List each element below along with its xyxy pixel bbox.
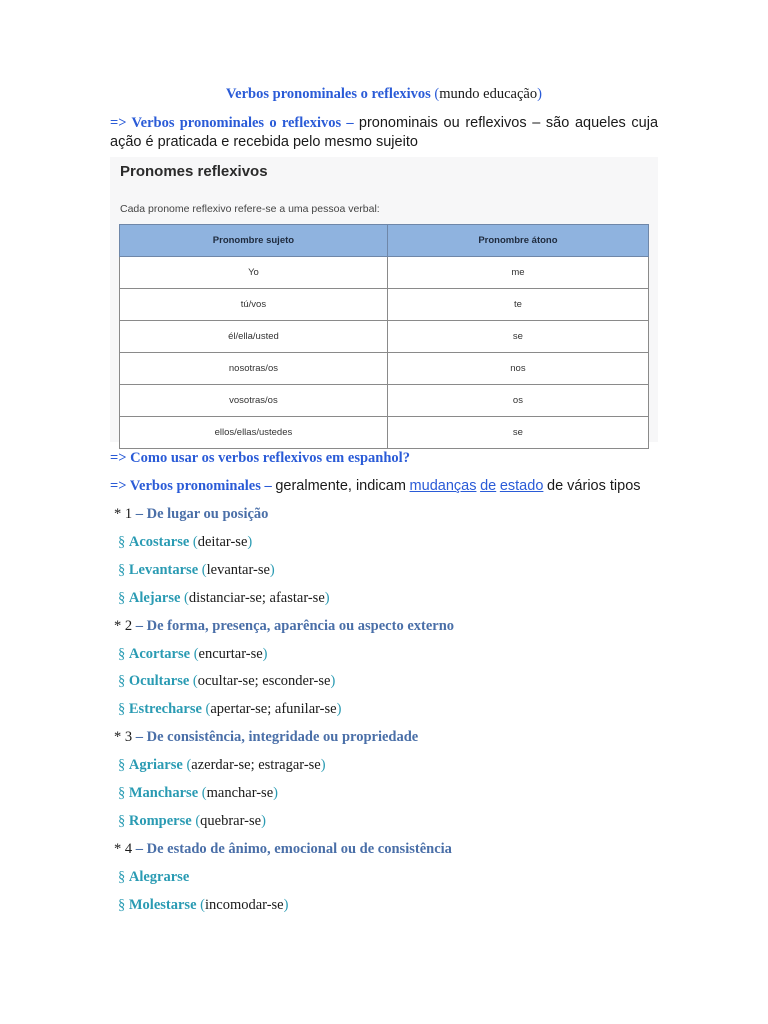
column-header: Pronombre átono: [387, 225, 648, 257]
table-row: [120, 385, 649, 417]
list-item: [118, 869, 189, 886]
list-item: § Alejarse (distanciar-se; afastar-se): [118, 589, 330, 606]
table-row: [120, 353, 649, 385]
link-mudancas[interactable]: mudanças: [409, 478, 477, 494]
table-header-row: [120, 225, 649, 257]
section-sign: §: [118, 589, 129, 606]
intro-paragraph: [110, 114, 658, 152]
image-subtitle: Cada pronome reflexivo refere-se a uma pessoa verbal:: [120, 203, 380, 215]
table-row: [120, 321, 649, 353]
verb-meaning: incomodar-se: [204, 896, 284, 913]
verb-meaning: azerdar-se; estragar-se: [191, 757, 321, 774]
section-heading: [114, 729, 418, 746]
verb-meaning: quebrar-se: [200, 812, 262, 829]
section-sign: §: [118, 757, 129, 774]
section-sign: §: [118, 785, 129, 801]
list-item: § Molestarse (incomodar-se): [118, 896, 289, 913]
verb: Acortarse: [128, 645, 191, 662]
table-cell: vosotras/os: [120, 385, 388, 417]
pronouns-table: [119, 224, 649, 449]
verb-meaning: distanciar-se; afastar-se: [188, 589, 325, 606]
section-sign: §: [118, 868, 129, 885]
section-title: – De lugar ou posição: [135, 506, 269, 522]
section-marker: * 2: [114, 617, 136, 634]
reflexive-pronouns-image: [110, 157, 658, 442]
verb-meaning: deitar-se: [197, 533, 248, 550]
table-cell: Yo: [120, 257, 388, 289]
section-marker: * 3: [114, 729, 136, 746]
section-marker: * 1: [114, 506, 136, 522]
section-sign: §: [118, 812, 129, 829]
section-sign: §: [118, 561, 129, 578]
verb: Alejarse: [128, 589, 181, 606]
link-de[interactable]: de: [480, 478, 497, 494]
section-title: – De consistência, integridade ou propriedade: [135, 729, 419, 746]
verb-meaning: ocultar-se; esconder-se: [197, 673, 331, 690]
verb: Molestarse: [128, 896, 197, 913]
table-cell: tú/vos: [120, 289, 388, 321]
list-item: § Ocultarse (ocultar-se; esconder-se): [118, 673, 336, 690]
verb-meaning: levantar-se: [206, 561, 270, 578]
page-title: [0, 86, 768, 103]
table-row: [120, 257, 649, 289]
section-sign: §: [118, 896, 129, 913]
table-cell: nos: [387, 353, 648, 385]
verb-meaning: encurtar-se: [198, 645, 263, 662]
section-sign: §: [118, 673, 129, 690]
list-item: § Acostarse (deitar-se): [118, 533, 253, 550]
verb: Ocultarse: [128, 673, 190, 690]
table-row: [120, 417, 649, 449]
table-row: [120, 289, 649, 321]
section-sign: §: [118, 701, 129, 718]
table-cell: os: [387, 385, 648, 417]
verb: Alegrarse: [128, 868, 190, 885]
table-cell: él/ella/usted: [120, 321, 388, 353]
section-marker: * 4: [114, 840, 136, 857]
table-cell: se: [387, 321, 648, 353]
intro-term: => Verbos pronominales o reflexivos –: [110, 115, 354, 131]
table-cell: ellos/ellas/ustedes: [120, 417, 388, 449]
verb: Mancharse: [128, 785, 199, 801]
list-item: § Romperse (quebrar-se): [118, 812, 266, 829]
how-to-heading: => Como usar os verbos reflexivos em espanhol?: [110, 450, 410, 466]
section-heading: [114, 841, 452, 858]
table-cell: se: [387, 417, 648, 449]
list-item: § Levantarse (levantar-se): [118, 561, 275, 578]
verb: Acostarse: [128, 533, 190, 550]
section-heading: [114, 506, 268, 523]
verb: Levantarse: [128, 561, 199, 578]
table-cell: te: [387, 289, 648, 321]
verb: Romperse: [128, 812, 192, 829]
table-cell: me: [387, 257, 648, 289]
image-heading: Pronomes reflexivos: [120, 163, 268, 180]
table-cell: nosotras/os: [120, 353, 388, 385]
section-title: – De estado de ânimo, emocional ou de consistência: [135, 840, 452, 857]
list-item: § Estrecharse (apertar-se; afunilar-se): [118, 701, 342, 718]
verb-meaning: apertar-se; afunilar-se: [210, 701, 337, 718]
section-heading: [114, 618, 454, 635]
pronominales-text-before: geralmente, indicam: [275, 478, 406, 494]
title-source: (mundo educação): [434, 86, 542, 102]
verb-meaning: manchar-se: [206, 785, 274, 801]
verb: Estrecharse: [128, 701, 202, 718]
section-title: – De forma, presença, aparência ou aspecto externo: [135, 617, 455, 634]
list-item: § Mancharse (manchar-se): [118, 785, 278, 801]
list-item: § Acortarse (encurtar-se): [118, 645, 268, 662]
intro-text: pronominais ou reflexivos – são aqueles cuja ação é praticada e recebida pelo mesmo sujeito: [110, 115, 659, 150]
title-main: Verbos pronominales o reflexivos: [226, 86, 431, 102]
list-item: § Agriarse (azerdar-se; estragar-se): [118, 757, 326, 774]
column-header: Pronombre sujeto: [120, 225, 388, 257]
pronominales-text-after: de vários tipos: [547, 478, 641, 494]
verb: Agriarse: [128, 757, 183, 774]
section-sign: §: [118, 645, 129, 662]
link-estado[interactable]: estado: [499, 478, 544, 494]
pronominales-line: [110, 478, 641, 495]
section-sign: §: [118, 533, 129, 550]
pronominales-term: => Verbos pronominales –: [110, 478, 272, 494]
